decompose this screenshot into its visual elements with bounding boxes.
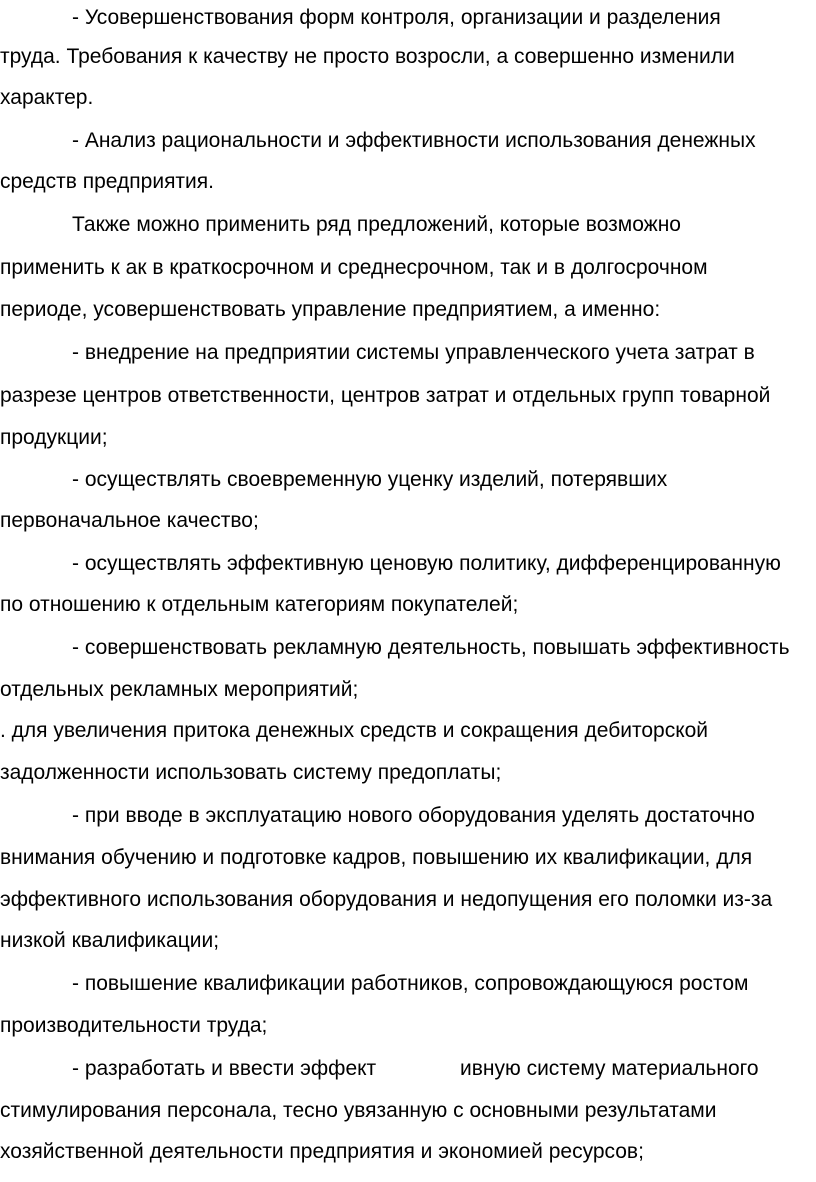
text-line: первоначальное качество; xyxy=(0,509,259,532)
text-line: средств предприятия. xyxy=(0,170,214,193)
text-line: труда. Требования к качеству не просто возросли, а совершенно изменили xyxy=(0,45,735,68)
text-line: продукции; xyxy=(0,426,108,449)
text-line: - осуществлять эффективную ценовую политику, дифференцированную xyxy=(72,552,781,575)
text-line: характер. xyxy=(0,86,94,109)
text-line: Также можно применить ряд предложений, которые возможно xyxy=(72,213,681,236)
text-line: - Усовершенствования форм контроля, организации и разделения xyxy=(72,6,721,29)
text-line: по отношению к отдельным категориям покупателей; xyxy=(0,593,519,616)
text-line: внимания обучению и подготовке кадров, повышению их квалификации, для xyxy=(0,846,753,869)
text-line: . для увеличения притока денежных средств и сокращения дебиторской xyxy=(0,719,709,742)
text-line: производительности труда; xyxy=(0,1014,268,1037)
text-line: ивную систему материального xyxy=(460,1057,759,1080)
text-line: низкой квалификации; xyxy=(0,929,220,952)
text-line: - при вводе в эксплуатацию нового оборудования уделять достаточно xyxy=(72,804,755,827)
text-line: - разработать и ввести эффект xyxy=(72,1057,377,1080)
text-line: - осуществлять своевременную уценку изделий, потерявших xyxy=(72,468,668,491)
text-line: задолженности использовать систему предоплаты; xyxy=(0,761,502,784)
text-line: эффективного использования оборудования и недопущения его поломки из-за xyxy=(0,888,773,911)
text-line: применить к ак в краткосрочном и среднесрочном, так и в долгосрочном xyxy=(0,256,708,279)
text-line: разрезе центров ответственности, центров затрат и отдельных групп товарной xyxy=(0,384,771,407)
text-line: - повышение квалификации работников, сопровождающуюся ростом xyxy=(72,972,749,995)
text-line: - внедрение на предприятии системы управленческого учета затрат в xyxy=(72,341,755,364)
text-line: периоде, усовершенствовать управление предприятием, а именно: xyxy=(0,298,661,321)
text-line: стимулирования персонала, тесно увязанную с основными результатами xyxy=(0,1099,717,1122)
text-line: - Анализ рациональности и эффективности использования денежных xyxy=(72,129,756,152)
text-line: хозяйственной деятельности предприятия и экономией ресурсов; xyxy=(0,1140,644,1163)
text-line: - совершенствовать рекламную деятельность, повышать эффективность xyxy=(72,636,790,659)
text-line: отдельных рекламных мероприятий; xyxy=(0,678,359,701)
